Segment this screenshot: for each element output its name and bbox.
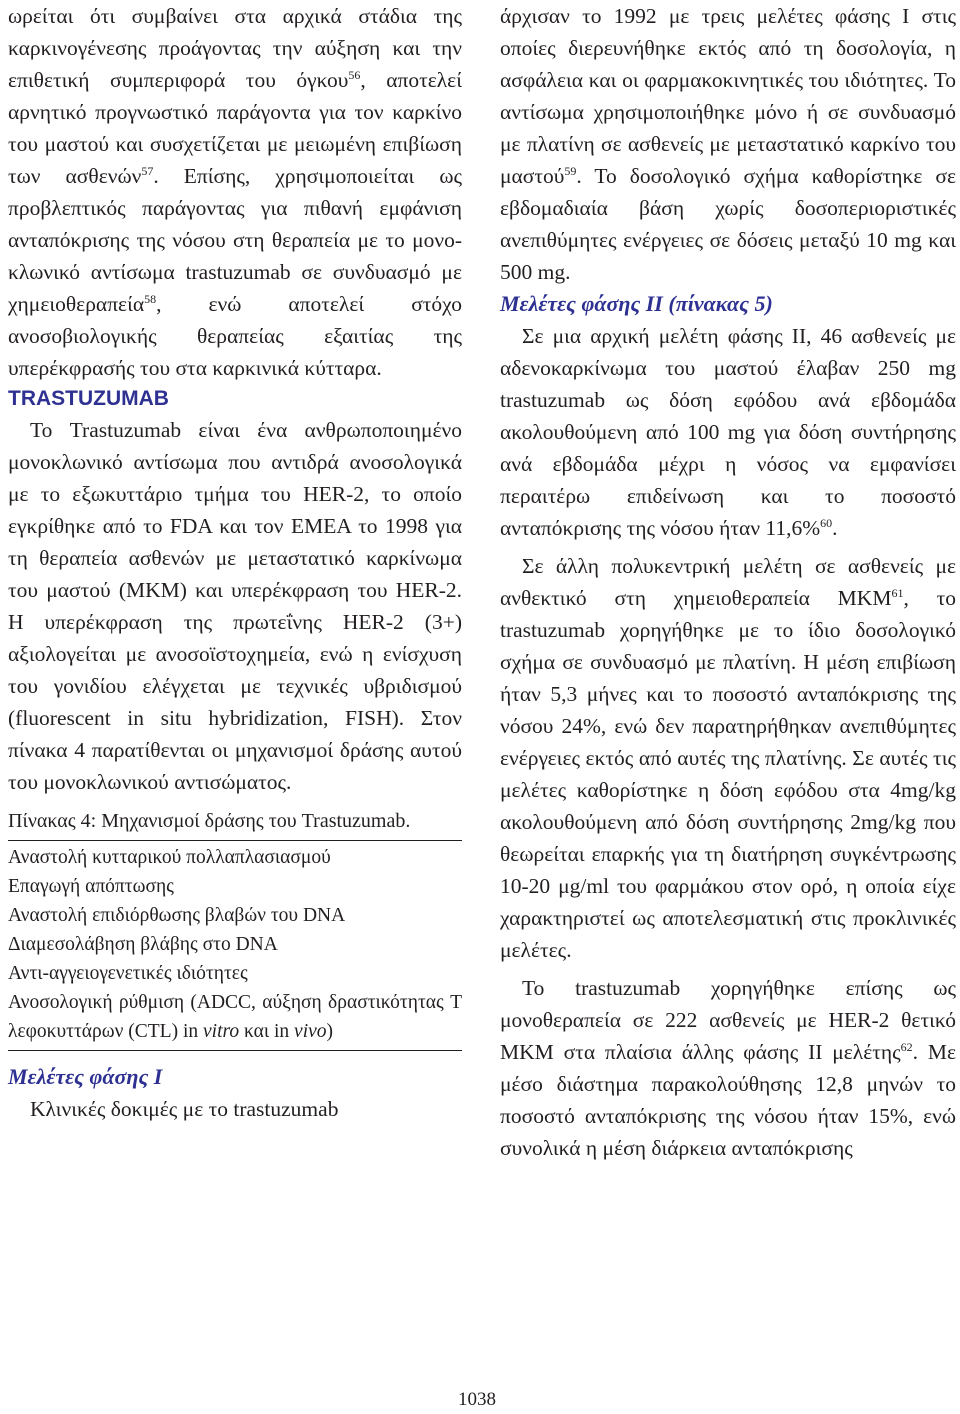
table-row: Διαμεσολάβηση βλάβης στο DNA xyxy=(8,934,278,955)
reference-superscript: 59 xyxy=(564,163,577,178)
phase-1-paragraph-continued: άρχισαν το 1992 με τρεις μελέτες φάσης Ι στις οποίες διερευνήθηκε εκτός από τη δοσολογία, η ασφάλεια και οι φαρμακοκινητικές του ιδιότητες. Το αντίσωμα χρησιμοποιήθηκε μόνο ή σε συνδυασμό με πλατίνη σε ασθενείς με μεταστατικό καρκίνο του μαστού$^{59}$. Το δοσολογικό σχήμα καθορίστηκε σε εβδομαδιαία βάση χωρίς δοσοπεριοριστικές ανεπιθύμητες ενέργειες σε δόσεις μεταξύ 10 mg και 500 mg. xyxy=(500,4,956,284)
in-vivo-text: vivo xyxy=(294,1021,327,1042)
trastuzumab-paragraph: Το Trastuzumab είναι ένα ανθρωποποιημένο μονοκλωνικό αντίσωμα που αντιδρά ανοσολογικά με το εξωκυττάριο τμήμα του HER-2, το οποίο εγκρίθηκε από το FDA και τον EMEA το 1998 για τη θεραπεία ασθενών με μεταστατικό καρκίνωμα του μαστού (ΜΚΜ) και υπερέκφραση του HER-2. Η υπερέκφραση της πρωτεΐνης HER-2 (3+) αξιολογείται με ανοσοϊστοχημεία, ενώ η ενίσχυση του γονιδίου ελέγχεται με τεχνικές υβριδισμού (fluorescent in situ hybridization, FISH). Στον πίνακα 4 παρατίθενται οι μηχανισμοί δράσης αυτού του μονοκλωνικού αντισώματος. xyxy=(8,418,462,794)
table-row-text: και in xyxy=(239,1021,295,1042)
phase-2-paragraph-3: Το trastuzumab χορηγήθηκε επίσης ως μονοθεραπεία σε 222 ασθενείς με HER-2 θετικό ΜΚΜ στα πλαίσια άλλης φάσης ΙΙ μελέτης$^{62}$. Με μέσο διάστημα παρακολούθησης 12,8 μηνών το ποσοστό ανταπόκρισης της νόσου ήταν 15%, ενώ συνολικά η μέση διάρκεια ανταπόκρισης xyxy=(500,976,956,1160)
phase-2-paragraph-2: Σε άλλη πολυκεντρική μελέτη σε ασθενείς με ανθεκτικό στη χημειοθεραπεία ΜΚΜ$^{61}$, το trastuzumab χορηγήθηκε με το ίδιο δοσολογικό σχήμα σε συνδυασμό με πλατίνη. Η μέση επιβίωση ήταν 5,3 μήνες και το ποσοστό ανταπόκρισης της νόσου 24%, ενώ δεν παρατηρήθηκαν ανεπιθύμητες ενέργειες εκτός από αυτές της πλατίνης. Σε αυτές τις μελέτες καθορίστηκε η δόση εφόδου στα 4mg/kg ακολουθούμενη από δόση συντήρησης 2mg/kg που θεωρείται επαρκής για τη διατήρηση συγκέντρωσης 10-20 μg/ml του φαρμάκου στον ορό, η οποία είχε χαρακτηριστεί ως αποτελεσματική στις προκλινικές μελέτες. xyxy=(500,554,956,962)
table-row-immunomodulation xyxy=(8,988,462,1046)
intro-paragraph: ωρείται ότι συμβαίνει στα αρχικά στάδια της καρκινογένεσης προάγοντας την αύξηση και την επιθετική συμπεριφορά του όγκου$^{56}$, αποτελεί αρνητικό προγνωστικό παράγοντα για τον καρκίνο του μαστού και συσχετίζεται με μειωμένη επιβίωση των ασθενών$^{57}$. Επίσης, χρησιμοποιείται ως προβλεπτικός παράγοντας για πιθανή εμφάνιση ανταπόκρισης της νόσου στη θεραπεία με το μονοκλωνικό αντίσωμα trastuzumab σε συνδυασμό με χημειοθεραπεία$^{58}$, ενώ αποτελεί στόχο ανοσοβιολογικής θεραπείας εξαιτίας της υπερέκφρασής του στα καρκινικά κύτταρα. xyxy=(8,4,463,380)
reference-superscript: 58 xyxy=(144,291,157,306)
reference-superscript: 57 xyxy=(141,163,154,178)
section-heading-phase-2: Μελέτες φάσης ΙΙ (πίνακας 5) xyxy=(500,291,773,316)
phase-2-paragraph-1: Σε μια αρχική μελέτη φάσης ΙΙ, 46 ασθενείς με αδενοκαρκίνωμα του μαστού έλαβαν 250 mg trastuzumab ως δόση εφόδου ανά εβδομάδα ακολουθούμενη από 100 mg για δόση συντήρησης ανά εβδομάδα μέχρι η νόσος να εμφανίσει περαιτέρω επιδείνωση και το ποσοστό ανταπόκρισης της νόσου ήταν 11,6%$^{60}$. xyxy=(500,324,956,540)
table-row-text: Ανοσολογική ρύθμιση (ADCC, αύξηση δραστικότητας T λεφοκυττάρων (CTL) in xyxy=(8,992,462,1042)
table-row: Επαγωγή απόπτωσης xyxy=(8,876,174,897)
page-number: 1038 xyxy=(458,1389,496,1410)
table-row: Αντι-αγγειογενετικές ιδιότητες xyxy=(8,963,248,984)
reference-superscript: 61 xyxy=(891,585,904,600)
reference-superscript: 56 xyxy=(348,67,361,82)
table-caption: Πίνακας 4: Μηχανισμοί δράσης του Trastuzumab. xyxy=(8,810,411,832)
in-vitro-text: vitro xyxy=(203,1021,240,1042)
table-row-text: ) xyxy=(326,1021,334,1042)
section-heading-phase-1: Μελέτες φάσης Ι xyxy=(8,1064,163,1089)
mechanisms-table xyxy=(8,840,462,1051)
table-row: Αναστολή επιδιόρθωσης βλαβών του DNA xyxy=(8,905,346,926)
section-heading-trastuzumab: TRASTUZUMAB xyxy=(8,387,169,410)
reference-superscript: 62 xyxy=(900,1039,913,1054)
left-column xyxy=(8,0,462,1125)
phase-1-paragraph-start: Κλινικές δοκιμές με το trastuzumab xyxy=(30,1097,339,1121)
right-column xyxy=(500,0,956,1164)
reference-superscript: 60 xyxy=(820,515,833,530)
table-row: Αναστολή κυτταρικού πολλαπλασιασμού xyxy=(8,847,331,868)
